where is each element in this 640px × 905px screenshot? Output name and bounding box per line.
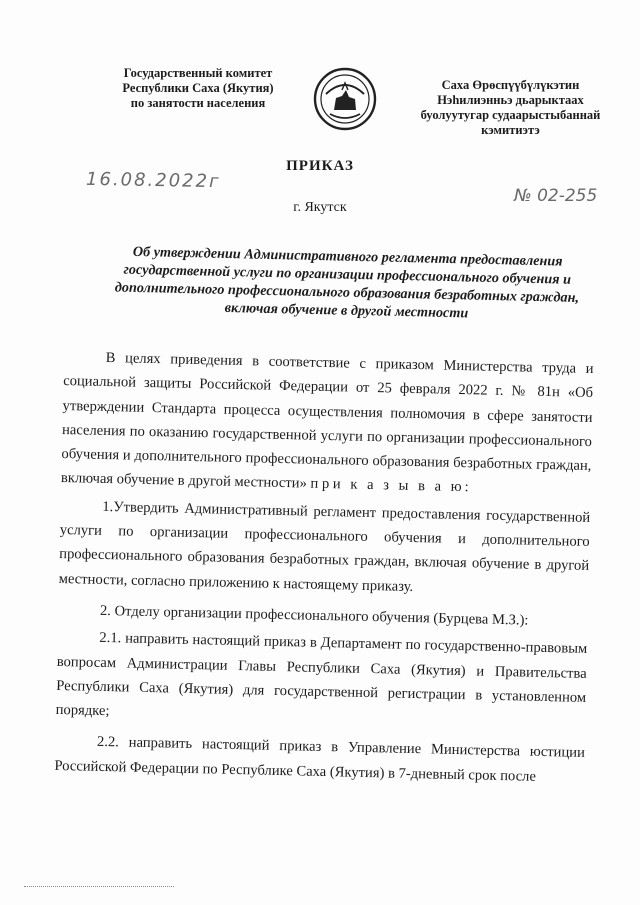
orders-word: и к а з ы в а ю: [332, 476, 472, 496]
issuer-name-yakut [418, 78, 603, 138]
preamble-paragraph [61, 345, 594, 503]
issuer-line: Государственный комитет [123, 66, 273, 80]
issuer-line: Республики Саха (Якутия) [122, 81, 274, 95]
issuer-line: Нэһилиэнньэ дьарыктаах [437, 93, 584, 107]
handwritten-order-number: № 02-255 [514, 186, 598, 206]
issuer-line: по занятости населения [130, 96, 266, 110]
issuer-line: кэмитиэтэ [481, 123, 540, 137]
city-line: г. Якутск [293, 200, 347, 215]
handwritten-date: 16.08.2022г [85, 168, 221, 193]
item-2-1-paragraph: 2.1. направить настоящий приказ в Департамент по государственно-правовым вопросам Администрации Главы Республики Саха (Якутия) и Правительства Республики Саха (Якутия) для государственной регистрации в установленном порядке; [55, 630, 588, 720]
coat-of-arms-icon [312, 66, 378, 132]
order-body [54, 345, 594, 797]
issuer-name-russian [98, 66, 298, 111]
issuer-line: буолуутугар судаарыстыбаннай [420, 108, 601, 122]
issuer-line: Саха Өрөспүүбүлүкэтин [441, 78, 580, 92]
preamble-text: В целях приведения в соответствие с приказом Министерства труда и социальной защиты Российской Федерации от 25 февраля 2022 г. № 81н «Об утверждении Стандарта процесса осуществления полномочия в сфере занятости населения по оказанию государственной услуги по организации профессионального обучения и дополнительного профессионального образования безработных граждан, включая обучение в другой местности» п р [60, 349, 594, 493]
document-title: ПРИКАЗ [286, 158, 354, 174]
item-2-paragraph: 2. Отделу организации профессионального обучения (Бурцева М.З.): [99, 602, 529, 629]
scan-artifact-line [24, 886, 174, 888]
item-1-paragraph: 1.Утвердить Административный регламент предоставления государственной услуги по организации профессионального обучения и дополнительного профессионального образования безработных граждан, включая обучение в другой местности, согласно приложению к настоящему приказу. [58, 498, 591, 595]
order-subject: Об утверждении Административного регламента предоставления государственной услуги по организации профессионального обучения и дополнительного профессионального образования безработных граждан, включая обучение в другой местности [114, 243, 580, 322]
item-2-2-paragraph: 2.2. направить настоящий приказ в Управление Министерства юстиции Российской Федерации по Республике Саха (Якутия) в 7-дневный срок после [54, 734, 586, 785]
